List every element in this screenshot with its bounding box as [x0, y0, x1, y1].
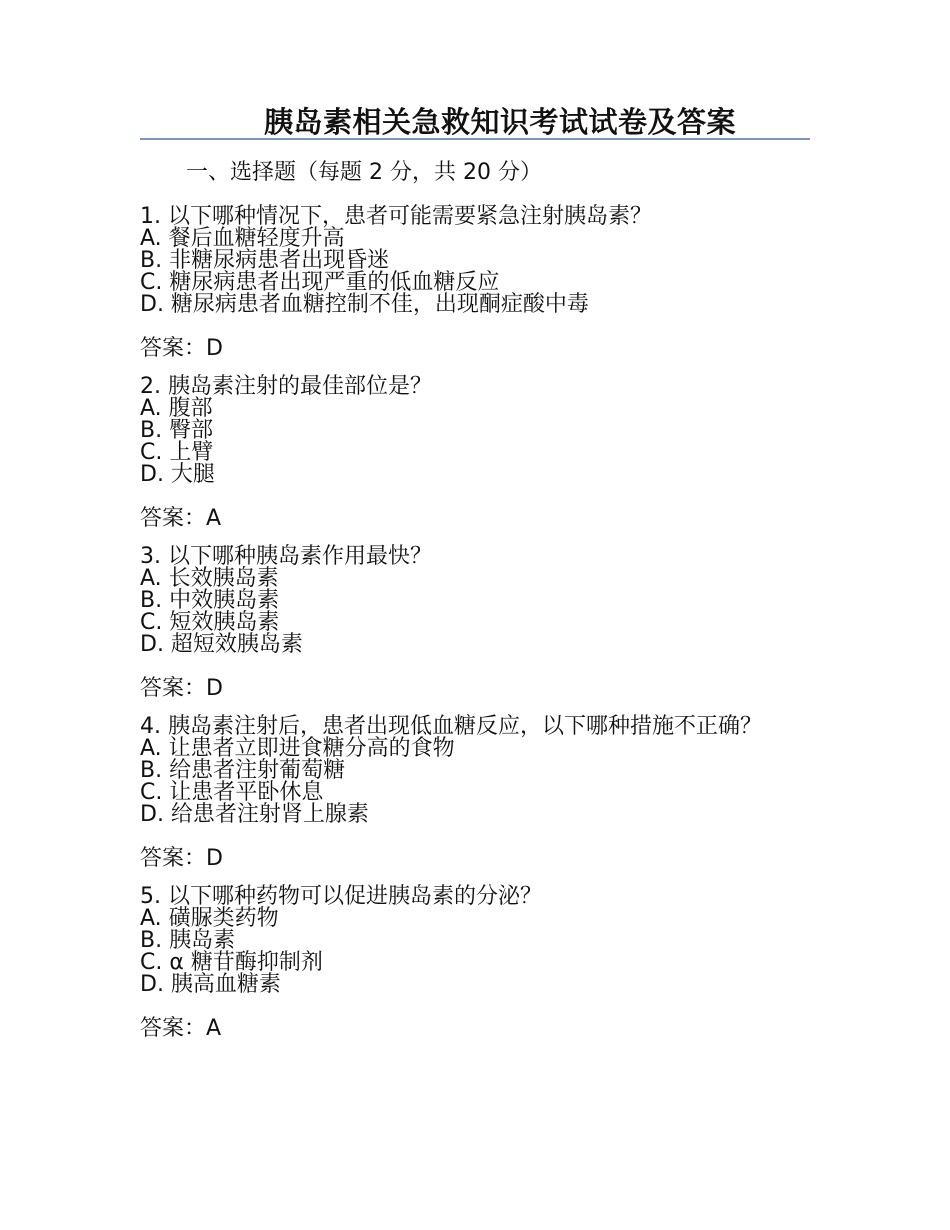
question-1: [140, 202, 800, 364]
option-c: C. α 糖苷酶抑制剂: [140, 950, 323, 975]
option-list: [140, 738, 800, 826]
question-text: 4. 胰岛素注射后，患者出现低血糖反应，以下哪种措施不正确？: [140, 714, 762, 739]
option-a: A. 长效胰岛素: [140, 566, 279, 591]
question-list: [140, 202, 800, 1052]
question-text: 5. 以下哪种药物可以促进胰岛素的分泌？: [140, 884, 542, 909]
question-3: [140, 542, 800, 704]
section-heading: 一、选择题（每题 2 分，共 20 分）: [186, 160, 542, 185]
option-c: C. 上臂: [140, 440, 214, 465]
question-4: [140, 712, 800, 874]
option-d: D. 大腿: [140, 462, 215, 487]
title-underline: [140, 138, 810, 140]
option-d: D. 超短效胰岛素: [140, 632, 303, 657]
answer-key: 答案：D: [140, 676, 223, 701]
option-d: D. 糖尿病患者血糖控制不佳，出现酮症酸中毒: [140, 292, 589, 317]
option-list: [140, 568, 800, 656]
option-c: C. 让患者平卧休息: [140, 780, 324, 805]
question-text: 3. 以下哪种胰岛素作用最快？: [140, 544, 432, 569]
question-5: [140, 882, 800, 1044]
answer-key: 答案：D: [140, 846, 223, 871]
option-c: C. 糖尿病患者出现严重的低血糖反应: [140, 270, 500, 295]
option-b: B. 给患者注射葡萄糖: [140, 758, 346, 783]
question-text: 2. 胰岛素注射的最佳部位是？: [140, 374, 432, 399]
option-list: [140, 908, 800, 996]
option-a: A. 餐后血糖轻度升高: [140, 226, 345, 251]
option-a: A. 腹部: [140, 396, 213, 421]
question-2: [140, 372, 800, 534]
option-d: D. 给患者注射肾上腺素: [140, 802, 369, 827]
option-b: B. 臀部: [140, 418, 214, 443]
answer-key: 答案：D: [140, 336, 223, 361]
option-a: A. 让患者立即进食糖分高的食物: [140, 736, 455, 761]
option-b: B. 中效胰岛素: [140, 588, 280, 613]
option-b: B. 非糖尿病患者出现昏迷: [140, 248, 390, 273]
option-b: B. 胰岛素: [140, 928, 236, 953]
document-title: 胰岛素相关急救知识考试试卷及答案: [263, 105, 736, 139]
option-list: [140, 398, 800, 486]
option-a: A. 磺脲类药物: [140, 906, 279, 931]
option-d: D. 胰高血糖素: [140, 972, 281, 997]
answer-key: 答案：A: [140, 1016, 222, 1041]
option-c: C. 短效胰岛素: [140, 610, 280, 635]
answer-key: 答案：A: [140, 506, 222, 531]
option-list: [140, 228, 800, 316]
question-text: 1. 以下哪种情况下，患者可能需要紧急注射胰岛素？: [140, 204, 652, 229]
